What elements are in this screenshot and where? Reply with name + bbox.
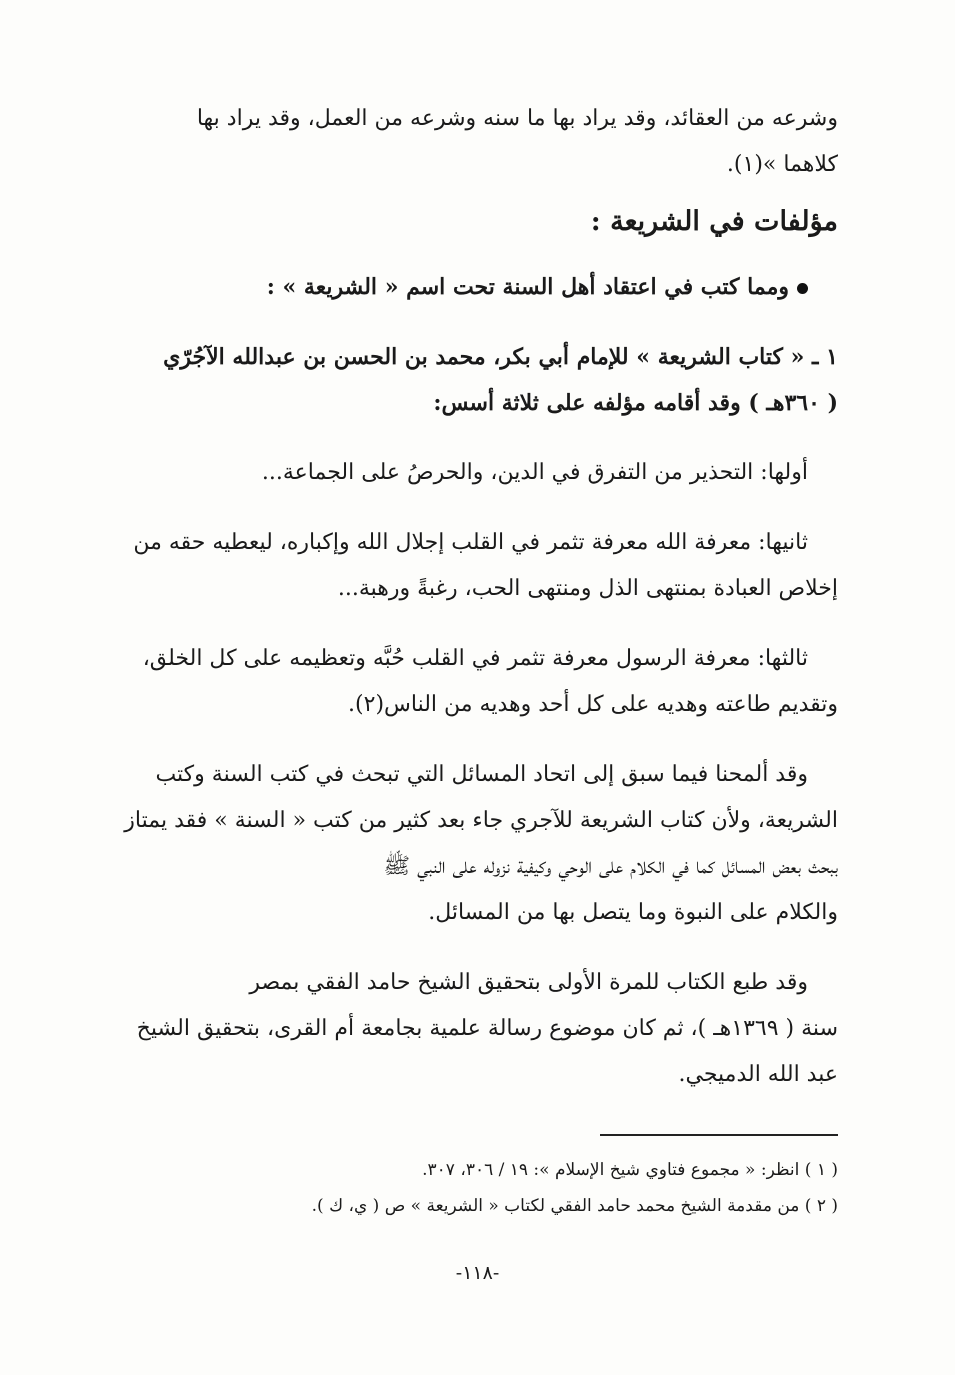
paragraph-line: والكلام على النبوة وما يتصل بها من المسائل. [428, 900, 838, 925]
paragraph-line: الشريعة، ولأن كتاب الشريعة للآجري جاء بعد كثير من كتب « السنة » فقد يمتاز [124, 808, 838, 833]
basis-second-line: إخلاص العبادة بمنتهى الذل ومنتهى الحب، رغبةً ورهبة... [337, 576, 838, 601]
paragraph-line: ببحث بعض المسائل كما في الكلام على الوحي وكيفية نزوله على النبي ﷺ [383, 854, 838, 879]
bullet-icon [797, 283, 808, 294]
paragraph-line: وقد طبع الكتاب للمرة الأولى بتحقيق الشيخ حامد الفقي بمصر [249, 970, 808, 995]
footnote: ( ١ ) انظر: « مجموع فتاوي شيخ الإسلام »: ١٩ / ٣٠٦، ٣٠٧. [422, 1160, 838, 1180]
basis-first: أولها: التحذير من التفرق في الدين، والحرصُ على الجماعة... [261, 460, 808, 485]
paragraph-line: عبد الله الدميجي. [678, 1062, 838, 1087]
paragraph-line: وشرعه من العقائد، وقد يراد بها ما سنه وشرعه من العمل، وقد يراد بها [196, 106, 838, 131]
paragraph-line: وقد ألمحنا فيما سبق إلى اتحاد المسائل التي تبحث في كتب السنة وكتب [155, 762, 808, 787]
list-item-line: ( ٣٦٠هـ ) وقد أقامه مؤلفه على ثلاثة أسس: [433, 390, 838, 416]
bullet-line [110, 264, 838, 310]
basis-second-line: ثانيها: معرفة الله معرفة تثمر في القلب إجلال الله وإكباره، ليعطيه حقه من [133, 530, 808, 555]
footnotes [200, 1152, 838, 1224]
basis-third-line: ثالثها: معرفة الرسول معرفة تثمر في القلب حُبَّه وتعظيمه على كل الخلق، [142, 646, 808, 671]
page-body [110, 96, 838, 1098]
page-number: -١١٨- [455, 1262, 500, 1284]
list-item-line: ١ ـ « كتاب الشريعة » للإمام أبي بكر، محمد بن الحسن بن عبدالله الآجُرّي [163, 344, 838, 370]
footnote: ( ٢ ) من مقدمة الشيخ محمد حامد الفقي لكتاب « الشريعة » ص ( ي، ك ). [311, 1196, 838, 1216]
paragraph-line: سنة ( ١٣٦٩هـ )، ثم كان موضوع رسالة علمية بجامعة أم القرى، بتحقيق الشيخ [136, 1016, 838, 1041]
basis-third-line: وتقديم طاعته وهديه على كل أحد وهديه من الناس(٢). [348, 692, 838, 717]
section-heading: مؤلفات في الشريعة : [590, 206, 838, 237]
footnote-separator [600, 1134, 838, 1136]
paragraph-line: كلاهما »(١). [726, 152, 838, 177]
bullet-text: ومما كتب في اعتقاد أهل السنة تحت اسم « الشريعة » : [266, 274, 789, 300]
